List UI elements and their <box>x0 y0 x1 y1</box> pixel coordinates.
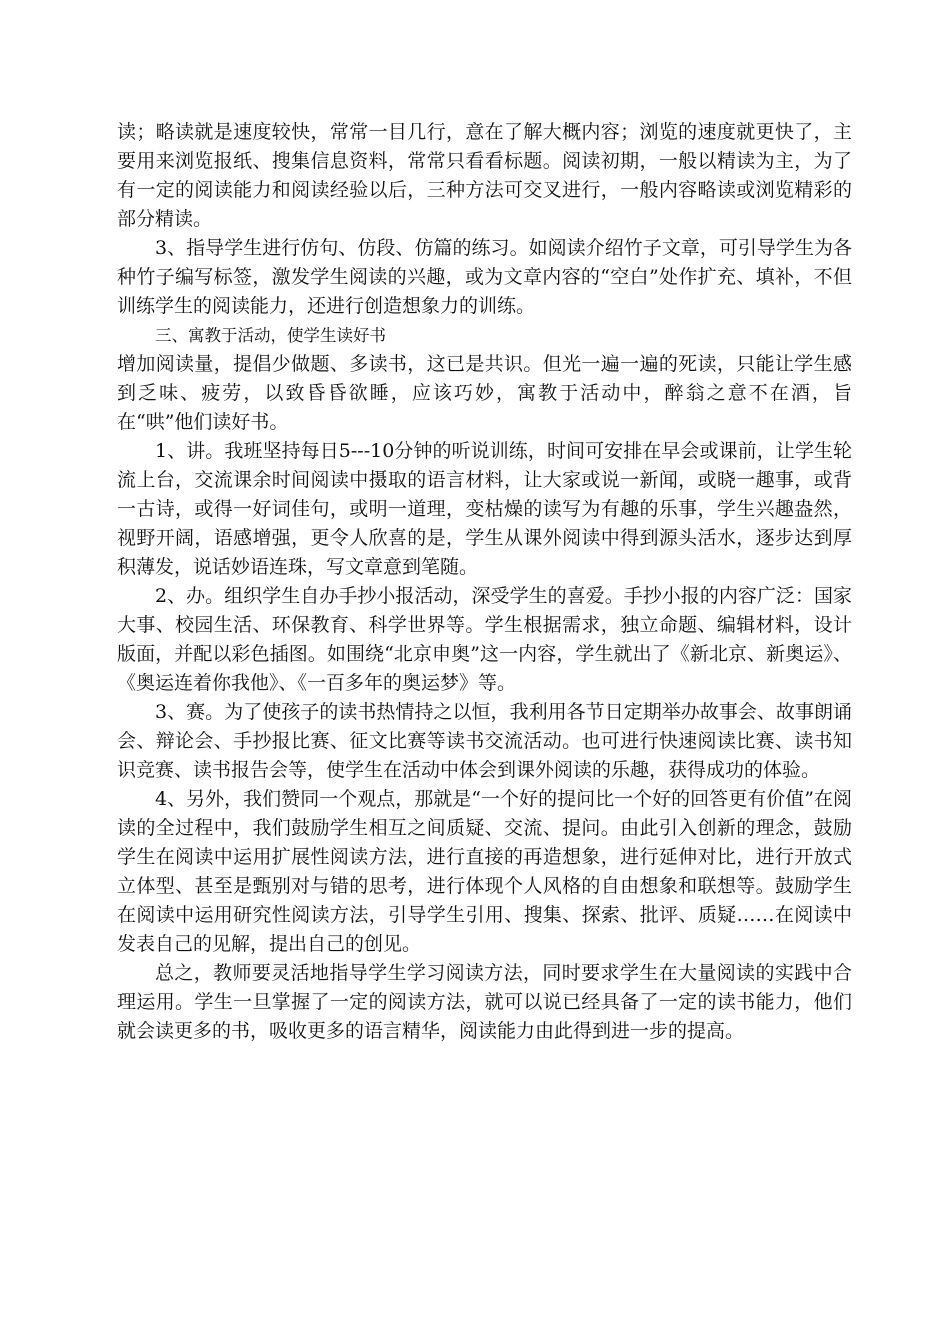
paragraph-imitation-practice: 3、指导学生进行仿句、仿段、仿篇的练习。如阅读介绍竹子文章，可引导学生为各种竹子编写标签，激发学生阅读的兴趣，或为文章内容的“空白”处作扩充、填补，不但训练学生的阅读能力，还进行创造想象力的训练。 <box>117 237 852 317</box>
section-heading: 三、寓教于活动，使学生读好书 <box>155 326 386 345</box>
paragraph-conclusion: 总之，教师要灵活地指导学生学习阅读方法，同时要求学生在大量阅读的实践中合理运用。学生一旦掌握了一定的阅读方法，就可以说已经具备了一定的读书能力，他们就会读更多的书，吸收更多的语言精华，阅读能力由此得到进一步的提高。 <box>117 962 852 1042</box>
paragraph-questioning: 4、另外，我们赞同一个观点，那就是“一个好的提问比一个好的回答更有价值”在阅读的全过程中，我们鼓励学生相互之间质疑、交流、提问。由此引入创新的理念，鼓励学生在阅读中运用扩展性阅读方法，进行直接的再造想象，进行延伸对比，进行开放式立体型、甚至是甄别对与错的思考，进行体现个人风格的自由想象和联想等。鼓励学生在阅读中运用研究性阅读方法，引导学生引用、搜集、探索、批评、质疑……在阅读中发表自己的见解，提出自己的创见。 <box>117 788 852 955</box>
paragraph-reading-methods: 读；略读就是速度较快，常常一目几行，意在了解大概内容；浏览的速度就更快了，主要用来浏览报纸、搜集信息资料，常常只看看标题。阅读初期，一般以精读为主，为了有一定的阅读能力和阅读经验以后，三种方法可交叉进行，一般内容略读或浏览精彩的部分精读。 <box>117 121 852 230</box>
document-page <box>117 118 852 1046</box>
paragraph-competitions: 3、赛。为了使孩子的读书热情持之以恒，我利用各节日定期举办故事会、故事朗诵会、辩论会、手抄报比赛、征文比赛等读书交流活动。也可进行快速阅读比赛、读书知识竞赛、读书报告会等，使学生在活动中体会到课外阅读的乐趣，获得成功的体验。 <box>117 701 852 781</box>
paragraph-reading-volume: 增加阅读量，提倡少做题、多读书，这已是共识。但光一遍一遍的死读，只能让学生感到乏味、疲劳，以致昏昏欲睡，应该巧妙，寓教于活动中，醉翁之意不在酒，旨在“哄”他们读好书。 <box>117 353 852 433</box>
paragraph-handwritten-newspaper: 2、办。组织学生自办手抄小报活动，深受学生的喜爱。手抄小报的内容广泛：国家大事、校园生活、环保教育、科学世界等。学生根据需求，独立命题、编辑材料，设计版面，并配以彩色插图。如围绕“北京申奥”这一内容，学生就出了《新北京、新奥运》、《奥运连着你我他》、《一百多年的奥运梦》等。 <box>117 585 852 694</box>
paragraph-speaking: 1、讲。我班坚持每日5---10分钟的听说训练，时间可安排在早会或课前，让学生轮流上台，交流课余时间阅读中摄取的语言材料，让大家或说一新闻，或晓一趣事，或背一古诗，或得一好词佳句，或明一道理，变枯燥的读写为有趣的乐事，学生兴趣盎然，视野开阔，语感增强，更令人欣喜的是，学生从课外阅读中得到源头活水，逐步达到厚积薄发，说话妙语连珠，写文章意到笔随。 <box>117 440 852 578</box>
